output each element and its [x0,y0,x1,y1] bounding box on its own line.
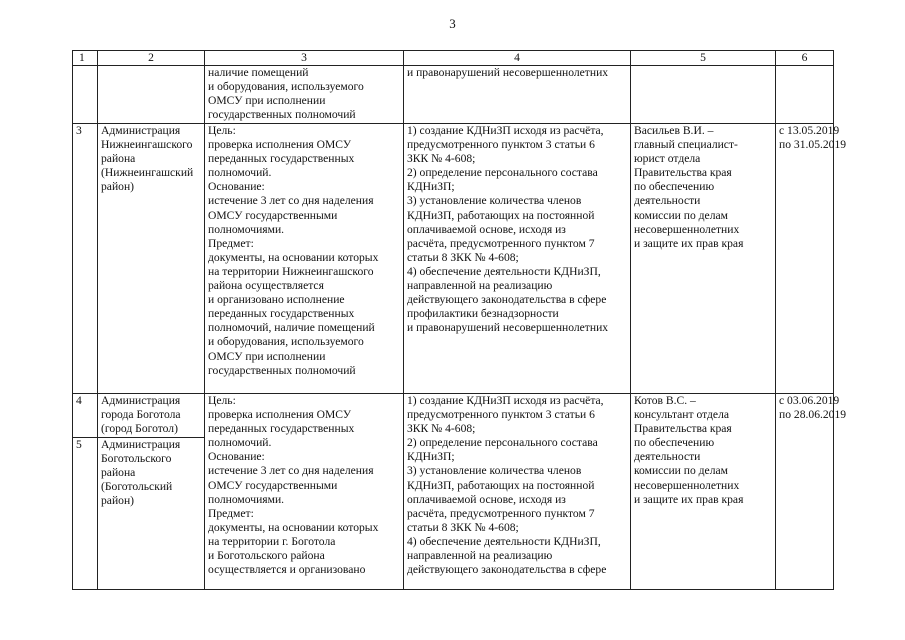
cell-line: документы, на основании которых [208,250,379,264]
inspection-tasks-cell [404,394,631,590]
cell-line: на территории г. Боготола [208,534,336,548]
cell-line: расчёта, предусмотренного пунктом 7 [407,236,595,250]
column-number-5: 5 [631,51,776,66]
cell-line: юрист отдела [634,152,701,166]
cell-line: профилактики безнадзорности [407,307,559,321]
empty-cell [631,66,776,124]
cell-line: по обеспечению [634,180,715,194]
cell-line: несовершеннолетних [634,478,740,492]
cell-line: Предмет: [208,506,254,520]
cell-line: по обеспечению [634,436,715,450]
cell-line: проверка исполнения ОМСУ [208,138,352,152]
table-row [73,394,834,438]
cell-line: направленной на реализацию [407,279,553,293]
cell-line: (город Боготол) [101,422,178,436]
column-number-4: 4 [404,51,631,66]
cell-line: Предмет: [208,236,254,250]
cell-line: Цель: [208,394,236,407]
cell-line: и оборудования, используемого [208,335,364,349]
cell-line: переданных государственных [208,307,355,321]
cell-line: полномочиями. [208,222,285,236]
cell-line: комиссии по делам [634,464,728,478]
cell-line: 3) установление количества членов [407,464,582,478]
cell-line: предусмотренного пунктом 3 статьи 6 [407,138,595,152]
cell-line: осуществляется и организовано [208,563,366,577]
cell-line: истечение 3 лет со дня наделения [208,194,374,208]
cell-line: 2) определение персонального состава [407,166,598,180]
row-number: 5 [73,438,98,590]
empty-cell [776,66,834,124]
cell-line: КДНиЗП; [407,180,455,194]
cell-line: оплачиваемой основе, исходя из [407,492,566,506]
cell-line: КДНиЗП, работающих на постоянной [407,478,595,492]
inspection-goal-cell [205,394,404,590]
cell-line: главный специалист- [634,138,738,152]
cell-line: полномочий, наличие помещений [208,321,375,335]
organization-cell [98,394,205,438]
cell-line: ЗКК № 4-608; [407,422,476,436]
cell-line: документы, на основании которых [208,520,379,534]
cell-line: с 13.05.2019 [779,124,840,137]
cell-line: Администрация [101,438,181,451]
responsible-cell [631,124,776,394]
cell-line: Администрация [101,124,181,137]
cell-line: и правонарушений несовершеннолетних [407,321,609,335]
cell-line: ОМСУ при исполнении [208,349,326,363]
cell-line: несовершеннолетних [634,222,740,236]
dates-cell [776,124,847,394]
cell-line: (Боготольский [101,480,173,494]
continuation-goal-cell [205,66,404,124]
cell-line: района осуществляется [208,279,324,293]
column-number-2: 2 [98,51,205,66]
cell-line: деятельности [634,450,701,464]
cell-line: переданных государственных [208,422,355,436]
cell-line: 2) определение персонального состава [407,436,598,450]
row-number: 3 [73,124,98,394]
cell-line: консультант отдела [634,408,730,422]
cell-line: и защите их прав края [634,236,744,250]
cell-line: направленной на реализацию [407,549,553,563]
cell-line: государственных полномочий [208,363,356,377]
cell-line: ОМСУ государственными [208,208,338,222]
cell-line: ОМСУ государственными [208,478,338,492]
cell-line: и Боготольского района [208,549,325,563]
empty-cell [73,66,98,124]
responsible-cell [631,394,776,590]
cell-line: расчёта, предусмотренного пунктом 7 [407,506,595,520]
cell-line: проверка исполнения ОМСУ [208,408,352,422]
cell-line: Нижнеингашского [101,138,193,152]
cell-line: и оборудования, используемого [208,80,364,94]
inspection-goal-cell [205,124,404,394]
cell-line: Основание: [208,180,265,194]
cell-line: района [101,466,136,480]
cell-line: переданных государственных [208,152,355,166]
continuation-row [73,66,834,124]
cell-line: и организовано исполнение [208,293,345,307]
table-row [73,124,834,394]
cell-line: 4) обеспечение деятельности КДНиЗП, [407,264,601,278]
cell-line: полномочий. [208,436,272,450]
cell-line: район) [101,180,135,194]
cell-line: города Боготола [101,408,181,422]
cell-line: полномочий. [208,166,272,180]
column-number-1: 1 [73,51,98,66]
page-number: 3 [449,16,456,31]
column-number-3: 3 [205,51,404,66]
cell-line: деятельности [634,194,701,208]
cell-line: Васильев В.И. – [634,124,714,137]
cell-line: и правонарушений несовершеннолетних [407,66,609,79]
cell-line: статьи 8 ЗКК № 4-608; [407,520,519,534]
cell-line: оплачиваемой основе, исходя из [407,222,566,236]
empty-cell [98,66,205,124]
cell-line: район) [101,494,135,508]
cell-line: Цель: [208,124,236,137]
cell-line: 1) создание КДНиЗП исходя из расчёта, [407,124,604,137]
inspection-tasks-cell [404,124,631,394]
cell-line: Правительства края [634,422,732,436]
cell-line: истечение 3 лет со дня наделения [208,464,374,478]
cell-line: комиссии по делам [634,208,728,222]
cell-line: с 03.06.2019 [779,394,840,407]
row-number: 4 [73,394,98,438]
column-number-6: 6 [776,51,834,66]
cell-line: 1) создание КДНиЗП исходя из расчёта, [407,394,604,407]
continuation-tasks-cell [404,66,631,124]
cell-line: полномочиями. [208,492,285,506]
cell-line: предусмотренного пунктом 3 статьи 6 [407,408,595,422]
cell-line: района [101,152,136,166]
organization-cell [98,124,205,394]
cell-line: наличие помещений [208,66,309,79]
dates-cell [776,394,847,590]
cell-line: 4) обеспечение деятельности КДНиЗП, [407,534,601,548]
cell-line: 3) установление количества членов [407,194,582,208]
cell-line: и защите их прав края [634,492,744,506]
cell-line: государственных полномочий [208,108,356,122]
column-number-row [73,51,834,66]
cell-line: по 31.05.2019 [779,138,847,152]
cell-line: действующего законодательства в сфере [407,563,607,577]
cell-line: ОМСУ при исполнении [208,94,326,108]
cell-line: на территории Нижнеингашского [208,264,374,278]
cell-line: ЗКК № 4-608; [407,152,476,166]
cell-line: Боготольского [101,452,172,466]
organization-cell [98,438,205,590]
cell-line: действующего законодательства в сфере [407,293,607,307]
cell-line: Котов В.С. – [634,394,696,407]
cell-line: Основание: [208,450,265,464]
cell-line: Правительства края [634,166,732,180]
cell-line: КДНиЗП, работающих на постоянной [407,208,595,222]
cell-line: (Нижнеингашский [101,166,194,180]
cell-line: Администрация [101,394,181,407]
inspection-plan-table [72,50,847,590]
cell-line: КДНиЗП; [407,450,455,464]
cell-line: статьи 8 ЗКК № 4-608; [407,250,519,264]
cell-line: по 28.06.2019 [779,408,847,422]
